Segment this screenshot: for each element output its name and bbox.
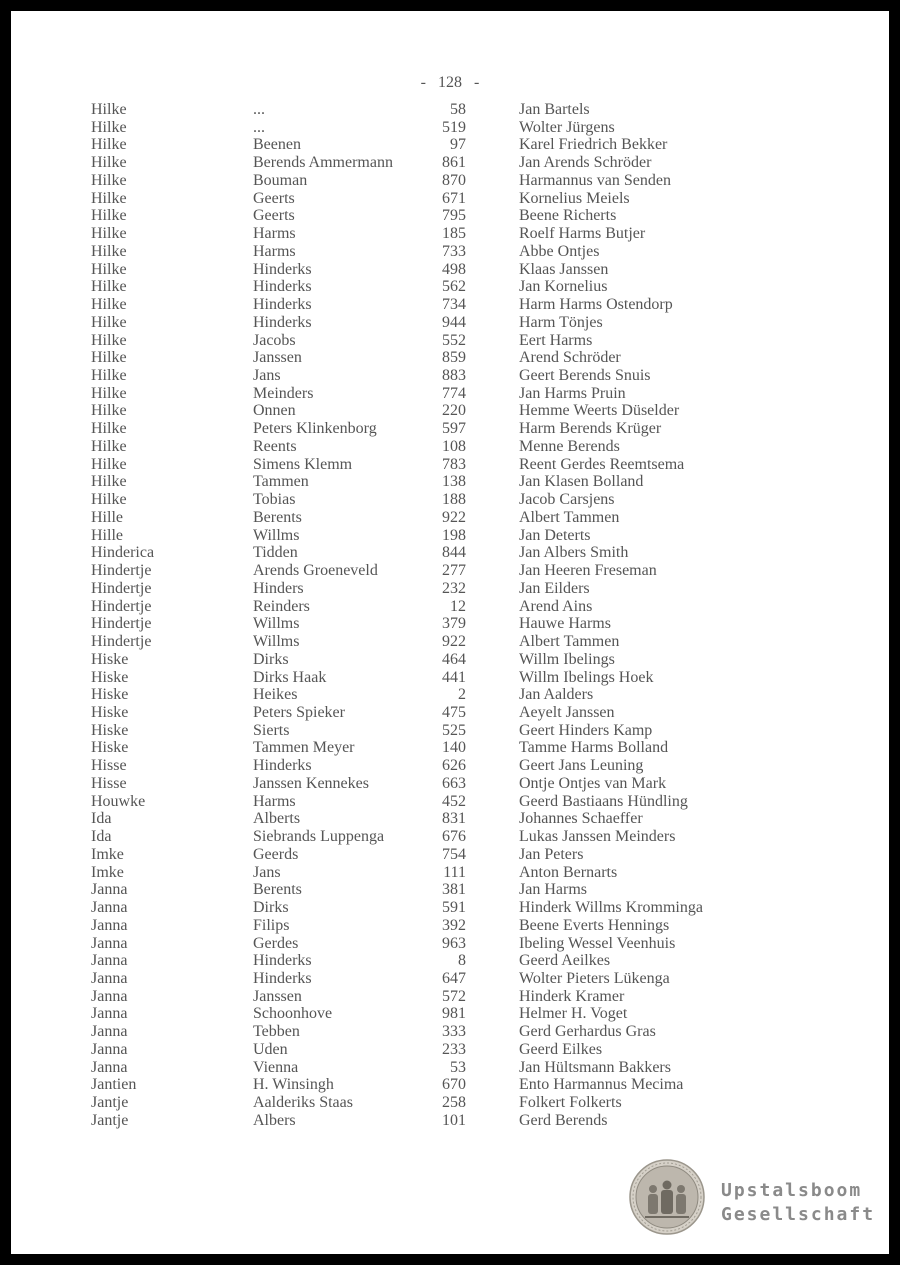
record-number: 676 [442, 828, 466, 846]
spouse-name: Arend Ains [519, 597, 593, 615]
record-number: 58 [450, 101, 466, 118]
spouse-name: Geert Berends Snuis [519, 367, 651, 385]
surname: Willms [253, 526, 300, 544]
spouse-name: Abbe Ontjes [519, 242, 600, 260]
spouse-name: Albert Tammen [519, 633, 620, 651]
surname: Reents [253, 437, 297, 455]
surname: Aalderiks Staas [253, 1094, 353, 1112]
record-number: 519 [442, 118, 466, 136]
surname: Albers [253, 1111, 296, 1129]
given-name: Hilke [91, 367, 127, 385]
given-name: Hille [91, 526, 123, 544]
spouse-name: Jan Harms [519, 881, 587, 899]
record-number: 671 [442, 189, 466, 207]
surname: Geerds [253, 845, 299, 863]
surname: Siebrands Luppenga [253, 828, 385, 846]
spouse-name: Reent Gerdes Reemtsema [519, 455, 685, 473]
record-number: 572 [442, 987, 466, 1005]
surname: Heikes [253, 686, 298, 704]
record-number: 562 [442, 278, 466, 296]
surname: Berents [253, 881, 302, 899]
record-row [11, 119, 889, 137]
spouse-name: Aeyelt Janssen [519, 703, 615, 721]
surname: Geerts [253, 207, 295, 225]
spouse-name: Jan Bartels [519, 101, 590, 118]
given-name: Hindertje [91, 615, 152, 633]
record-row [11, 793, 889, 811]
record-number: 859 [442, 349, 466, 367]
record-list [11, 101, 889, 1130]
given-name: Hilke [91, 384, 127, 402]
surname: Sierts [253, 721, 290, 739]
record-number: 944 [442, 313, 466, 331]
spouse-name: Jacob Carsjens [519, 491, 615, 509]
record-row [11, 846, 889, 864]
surname: Hinders [253, 579, 304, 597]
surname: Willms [253, 633, 300, 651]
given-name: Janna [91, 916, 128, 934]
spouse-name: Wolter Jürgens [519, 118, 615, 136]
spouse-name: Geerd Bastiaans Hündling [519, 792, 688, 810]
record-row [11, 456, 889, 474]
record-number: 452 [442, 792, 466, 810]
surname: Dirks [253, 650, 289, 668]
surname: Dirks [253, 899, 289, 917]
record-row [11, 154, 889, 172]
given-name: Hilke [91, 402, 127, 420]
surname: Simens Klemm [253, 455, 353, 473]
record-number: 464 [442, 650, 466, 668]
given-name: Hilke [91, 420, 127, 438]
given-name: Hilke [91, 437, 127, 455]
page-number-value: 128 [438, 74, 462, 91]
record-row [11, 757, 889, 775]
record-row [11, 225, 889, 243]
record-number: 97 [450, 136, 466, 154]
record-row [11, 651, 889, 669]
record-row [11, 544, 889, 562]
spouse-name: Gerd Berends [519, 1111, 608, 1129]
spouse-name: Roelf Harms Butjer [519, 225, 646, 243]
given-name: Hilke [91, 154, 127, 172]
record-row [11, 136, 889, 154]
given-name: Janna [91, 881, 128, 899]
record-row [11, 1076, 889, 1094]
record-row [11, 739, 889, 757]
surname: Gerdes [253, 934, 299, 952]
record-row [11, 1059, 889, 1077]
spouse-name: Hemme Weerts Düselder [519, 402, 680, 420]
surname: Onnen [253, 402, 296, 420]
record-number: 733 [442, 242, 466, 260]
record-row [11, 598, 889, 616]
spouse-name: Gerd Gerhardus Gras [519, 1023, 656, 1041]
record-row [11, 1041, 889, 1059]
record-number: 111 [443, 863, 466, 881]
surname: Meinders [253, 384, 314, 402]
record-number: 8 [458, 952, 466, 970]
record-number: 626 [442, 757, 466, 775]
surname: Peters Spieker [253, 703, 345, 721]
surname: Reinders [253, 597, 310, 615]
surname: Hinderks [253, 969, 312, 987]
given-name: Janna [91, 1005, 128, 1023]
spouse-name: Helmer H. Voget [519, 1005, 628, 1023]
surname: Hinderks [253, 313, 312, 331]
surname: Janssen Kennekes [253, 774, 369, 792]
record-row [11, 1005, 889, 1023]
given-name: Hiske [91, 703, 129, 721]
given-name: Hiske [91, 721, 129, 739]
given-name: Hilke [91, 118, 127, 136]
surname: Beenen [253, 136, 301, 154]
spouse-name: Harm Harms Ostendorp [519, 296, 673, 314]
given-name: Jantje [91, 1094, 129, 1112]
record-number: 552 [442, 331, 466, 349]
given-name: Hilke [91, 296, 127, 314]
spouse-name: Geerd Eilkes [519, 1040, 603, 1058]
surname: Hinderks [253, 260, 312, 278]
record-number: 783 [442, 455, 466, 473]
record-number: 258 [442, 1094, 466, 1112]
given-name: Hilke [91, 242, 127, 260]
record-row [11, 527, 889, 545]
spouse-name: Geert Hinders Kamp [519, 721, 653, 739]
given-name: Hiske [91, 650, 129, 668]
surname: Alberts [253, 810, 301, 828]
spouse-name: Anton Bernarts [519, 863, 618, 881]
record-row [11, 491, 889, 509]
record-row [11, 917, 889, 935]
record-number: 2 [458, 686, 466, 704]
record-row [11, 332, 889, 350]
spouse-name: Jan Heeren Freseman [519, 562, 657, 580]
surname: Peters Klinkenborg [253, 420, 377, 438]
record-number: 963 [442, 934, 466, 952]
record-number: 220 [442, 402, 466, 420]
spouse-name: Ento Harmannus Mecima [519, 1076, 684, 1094]
given-name: Hindertje [91, 579, 152, 597]
record-number: 108 [442, 437, 466, 455]
society-seal-icon [629, 1159, 705, 1235]
given-name: Hilke [91, 260, 127, 278]
record-row [11, 367, 889, 385]
spouse-name: Johannes Schaeffer [519, 810, 643, 828]
given-name: Hilke [91, 331, 127, 349]
surname: Tidden [253, 544, 298, 562]
document-page [11, 11, 889, 1254]
record-number: 922 [442, 633, 466, 651]
surname: Hinderks [253, 296, 312, 314]
given-name: Hilke [91, 349, 127, 367]
record-number: 597 [442, 420, 466, 438]
given-name: Hilke [91, 278, 127, 296]
record-number: 831 [442, 810, 466, 828]
society-name-line1: Upstalsboom [721, 1180, 863, 1201]
spouse-name: Jan Eilders [519, 579, 590, 597]
record-number: 138 [442, 473, 466, 491]
surname: Filips [253, 916, 290, 934]
surname: Tebben [253, 1023, 300, 1041]
surname: ... [253, 101, 265, 118]
record-number: 140 [442, 739, 466, 757]
record-number: 498 [442, 260, 466, 278]
surname: Tammen Meyer [253, 739, 355, 757]
spouse-name: Hauwe Harms [519, 615, 611, 633]
spouse-name: Hinderk Willms Kromminga [519, 899, 703, 917]
surname: Willms [253, 615, 300, 633]
spouse-name: Hinderk Kramer [519, 987, 625, 1005]
record-number: 232 [442, 579, 466, 597]
spouse-name: Jan Deterts [519, 526, 591, 544]
spouse-name: Jan Albers Smith [519, 544, 629, 562]
record-row [11, 810, 889, 828]
record-row [11, 509, 889, 527]
given-name: Hiske [91, 686, 129, 704]
given-name: Hiske [91, 739, 129, 757]
record-row [11, 420, 889, 438]
given-name: Hilke [91, 136, 127, 154]
record-number: 734 [442, 296, 466, 314]
given-name: Hilke [91, 101, 127, 118]
spouse-name: Lukas Janssen Meinders [519, 828, 676, 846]
record-number: 861 [442, 154, 466, 172]
spouse-name: Folkert Folkerts [519, 1094, 622, 1112]
record-number: 870 [442, 171, 466, 189]
society-name [721, 1179, 875, 1227]
record-number: 475 [442, 703, 466, 721]
surname: Harms [253, 225, 296, 243]
given-name: Janna [91, 899, 128, 917]
given-name: Imke [91, 845, 124, 863]
record-row [11, 704, 889, 722]
record-number: 883 [442, 367, 466, 385]
record-number: 379 [442, 615, 466, 633]
given-name: Hinderica [91, 544, 155, 562]
spouse-name: Tamme Harms Bolland [519, 739, 669, 757]
record-number: 277 [442, 562, 466, 580]
record-number: 233 [442, 1040, 466, 1058]
surname: Vienna [253, 1058, 299, 1076]
record-row [11, 952, 889, 970]
surname: Arends Groeneveld [253, 562, 378, 580]
record-row [11, 1094, 889, 1112]
record-number: 12 [450, 597, 466, 615]
given-name: Janna [91, 969, 128, 987]
record-row [11, 314, 889, 332]
spouse-name: Willm Ibelings Hoek [519, 668, 654, 686]
record-number: 670 [442, 1076, 466, 1094]
spouse-name: Harmannus van Senden [519, 171, 671, 189]
record-row [11, 278, 889, 296]
record-row [11, 562, 889, 580]
record-number: 774 [442, 384, 466, 402]
record-number: 333 [442, 1023, 466, 1041]
given-name: Houwke [91, 792, 146, 810]
given-name: Hille [91, 508, 123, 526]
surname: Harms [253, 242, 296, 260]
surname: Geerts [253, 189, 295, 207]
record-row [11, 438, 889, 456]
given-name: Janna [91, 1058, 128, 1076]
given-name: Hilke [91, 189, 127, 207]
surname: ... [253, 118, 265, 136]
spouse-name: Geert Jans Leuning [519, 757, 644, 775]
spouse-name: Jan Hültsmann Bakkers [519, 1058, 671, 1076]
record-row [11, 722, 889, 740]
given-name: Janna [91, 1023, 128, 1041]
record-row [11, 385, 889, 403]
spouse-name: Menne Berends [519, 437, 620, 455]
given-name: Hindertje [91, 633, 152, 651]
surname: Tammen [253, 473, 309, 491]
spouse-name: Kornelius Meiels [519, 189, 630, 207]
society-name-line2: Gesellschaft [721, 1204, 876, 1225]
spouse-name: Ontje Ontjes van Mark [519, 774, 667, 792]
surname: Dirks Haak [253, 668, 327, 686]
record-row [11, 1023, 889, 1041]
record-number: 185 [442, 225, 466, 243]
surname: Tobias [253, 491, 296, 509]
record-number: 198 [442, 526, 466, 544]
record-row [11, 970, 889, 988]
record-row [11, 207, 889, 225]
spouse-name: Jan Aalders [519, 686, 594, 704]
spouse-name: Harm Berends Krüger [519, 420, 662, 438]
surname: Jacobs [253, 331, 296, 349]
surname: Uden [253, 1040, 288, 1058]
surname: Hinderks [253, 952, 312, 970]
spouse-name: Harm Tönjes [519, 313, 603, 331]
record-row [11, 190, 889, 208]
spouse-name: Wolter Pieters Lükenga [519, 969, 670, 987]
record-number: 754 [442, 845, 466, 863]
record-number: 101 [442, 1111, 466, 1129]
record-row [11, 669, 889, 687]
record-row [11, 775, 889, 793]
surname: Schoonhove [253, 1005, 333, 1023]
spouse-name: Jan Kornelius [519, 278, 608, 296]
record-row [11, 402, 889, 420]
record-number: 525 [442, 721, 466, 739]
given-name: Hiske [91, 668, 129, 686]
page-number: - 128 - [420, 74, 480, 91]
given-name: Hindertje [91, 562, 152, 580]
record-row [11, 881, 889, 899]
record-number: 981 [442, 1005, 466, 1023]
given-name: Janna [91, 1040, 128, 1058]
record-number: 381 [442, 881, 466, 899]
spouse-name: Jan Klasen Bolland [519, 473, 644, 491]
given-name: Janna [91, 952, 128, 970]
record-number: 795 [442, 207, 466, 225]
spouse-name: Jan Arends Schröder [519, 154, 652, 172]
spouse-name: Arend Schröder [519, 349, 621, 367]
record-row [11, 1112, 889, 1130]
spouse-name: Beene Everts Hennings [519, 916, 670, 934]
record-number: 591 [442, 899, 466, 917]
given-name: Hilke [91, 313, 127, 331]
given-name: Hindertje [91, 597, 152, 615]
record-row [11, 633, 889, 651]
record-row [11, 261, 889, 279]
surname: Berends Ammermann [253, 154, 393, 172]
spouse-name: Geerd Aeilkes [519, 952, 611, 970]
surname: Janssen [253, 349, 302, 367]
record-number: 188 [442, 491, 466, 509]
spouse-name: Albert Tammen [519, 508, 620, 526]
surname: Berents [253, 508, 302, 526]
record-row [11, 243, 889, 261]
record-number: 647 [442, 969, 466, 987]
spouse-name: Beene Richerts [519, 207, 617, 225]
given-name: Ida [91, 810, 112, 828]
surname: Jans [253, 863, 281, 881]
surname: Harms [253, 792, 296, 810]
record-row [11, 101, 889, 119]
given-name: Imke [91, 863, 124, 881]
record-row [11, 473, 889, 491]
record-number: 922 [442, 508, 466, 526]
given-name: Hilke [91, 171, 127, 189]
given-name: Hilke [91, 225, 127, 243]
record-row [11, 935, 889, 953]
given-name: Hisse [91, 774, 127, 792]
surname: Jans [253, 367, 281, 385]
record-number: 441 [442, 668, 466, 686]
spouse-name: Eert Harms [519, 331, 593, 349]
record-number: 844 [442, 544, 466, 562]
surname: Hinderks [253, 757, 312, 775]
record-row [11, 172, 889, 190]
surname: H. Winsingh [253, 1076, 334, 1094]
spouse-name: Karel Friedrich Bekker [519, 136, 668, 154]
record-number: 663 [442, 774, 466, 792]
spouse-name: Jan Peters [519, 845, 584, 863]
record-row [11, 899, 889, 917]
spouse-name: Jan Harms Pruin [519, 384, 626, 402]
spouse-name: Klaas Janssen [519, 260, 609, 278]
surname: Hinderks [253, 278, 312, 296]
record-number: 392 [442, 916, 466, 934]
spouse-name: Ibeling Wessel Veenhuis [519, 934, 676, 952]
record-row [11, 864, 889, 882]
given-name: Ida [91, 828, 112, 846]
given-name: Jantje [91, 1111, 129, 1129]
record-row [11, 988, 889, 1006]
record-row [11, 349, 889, 367]
spouse-name: Willm Ibelings [519, 650, 615, 668]
given-name: Hilke [91, 455, 127, 473]
given-name: Hilke [91, 491, 127, 509]
given-name: Hilke [91, 473, 127, 491]
given-name: Janna [91, 934, 128, 952]
record-row [11, 296, 889, 314]
surname: Janssen [253, 987, 302, 1005]
record-number: 53 [450, 1058, 466, 1076]
given-name: Hilke [91, 207, 127, 225]
given-name: Jantien [91, 1076, 137, 1094]
record-row [11, 828, 889, 846]
given-name: Janna [91, 987, 128, 1005]
given-name: Hisse [91, 757, 127, 775]
surname: Bouman [253, 171, 308, 189]
record-row [11, 580, 889, 598]
record-row [11, 686, 889, 704]
record-row [11, 615, 889, 633]
